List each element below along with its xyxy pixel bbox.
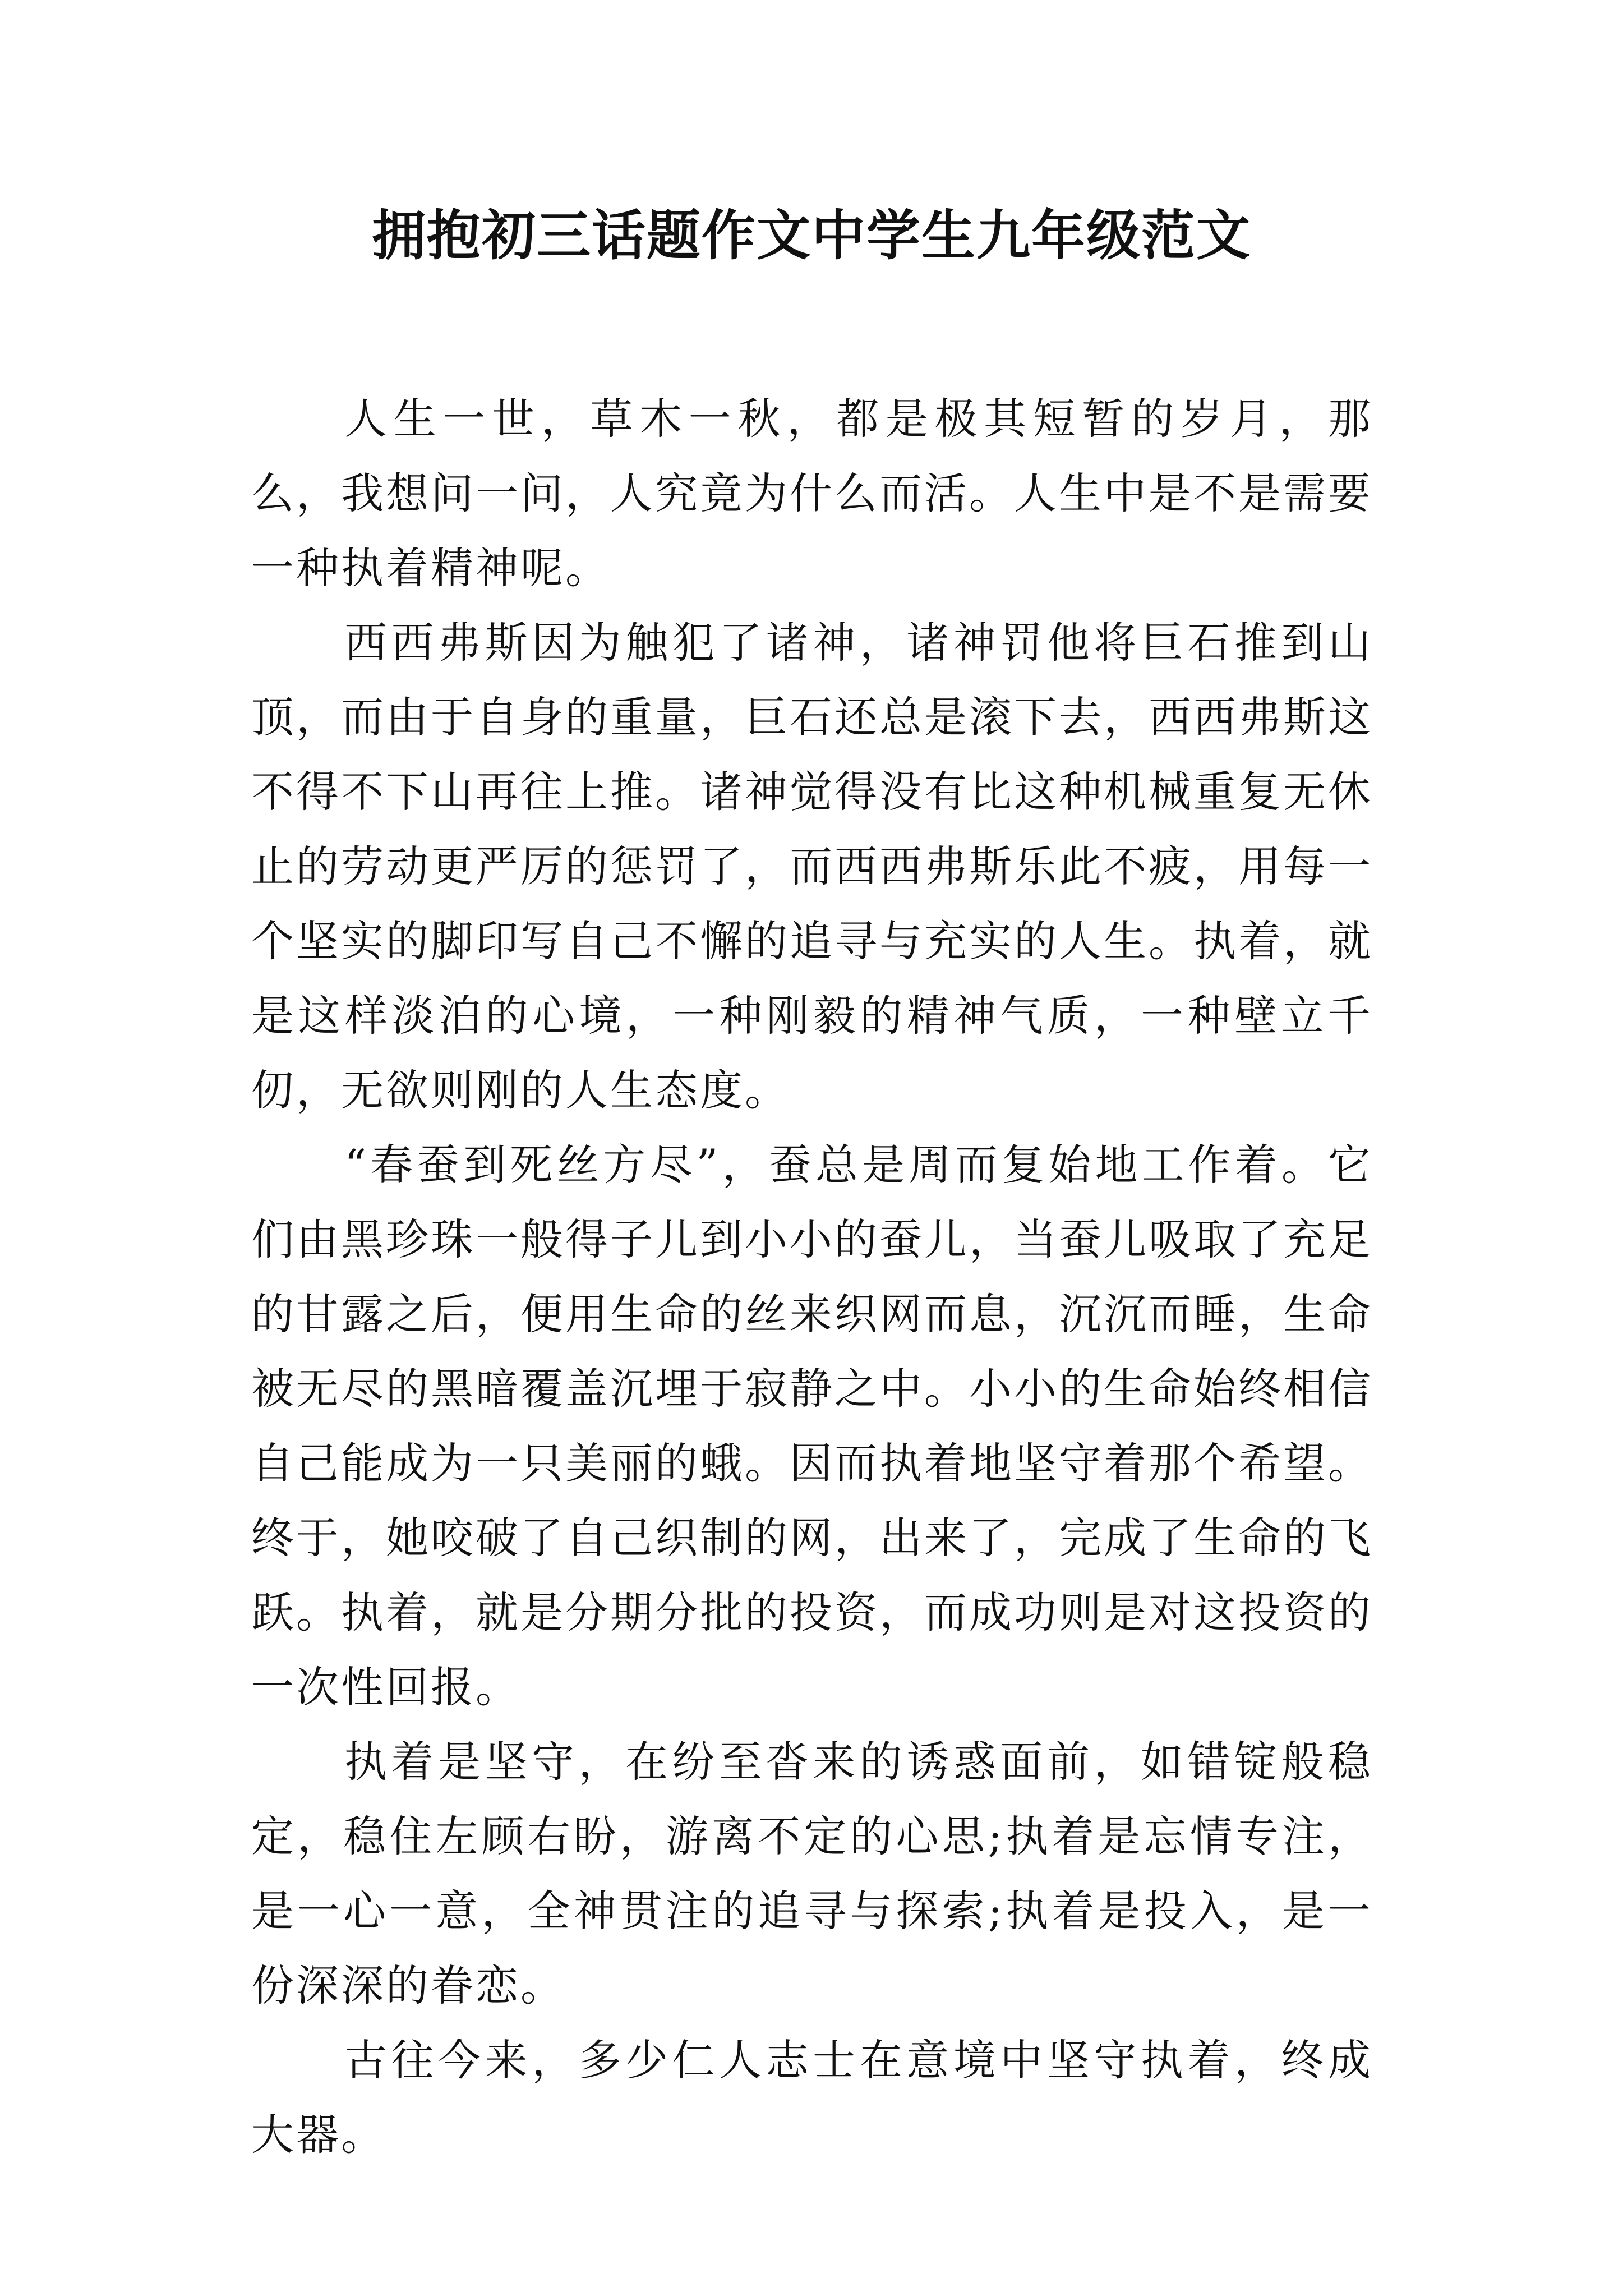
document-body: [251, 381, 1373, 2172]
paragraph-4: 执着是坚守，在纷至沓来的诱惑面前，如错锭般稳定，稳住左顾右盼，游离不定的心思;执着是忘情专注，是一心一意，全神贯注的追寻与探索;执着是投入，是一份深深的眷恋。: [251, 1737, 1373, 2010]
paragraph-2: 西西弗斯因为触犯了诸神，诸神罚他将巨石推到山顶，而由于自身的重量，巨石还总是滚下去，西西弗斯这不得不下山再往上推。诸神觉得没有比这种机械重复无休止的劳动更严厉的惩罚了，而西西弗斯乐此不疲，用每一个坚实的脚印写自己不懈的追寻与充实的人生。执着，就是这样淡泊的心境，一种刚毅的精神气质，一种壁立千仞，无欲则刚的人生态度。: [251, 618, 1373, 1115]
document-title: 拥抱初三话题作文中学生九年级范文: [372, 204, 1251, 267]
paragraph-5: 古往今来，多少仁人志士在意境中坚守执着，终成大器。: [251, 2035, 1373, 2160]
paragraph-1: 人生一世，草木一秋，都是极其短暂的岁月，那么，我想问一问，人究竟为什么而活。人生中是不是需要一种执着精神呢。: [251, 394, 1373, 593]
paragraph-3: “春蚕到死丝方尽”，蚕总是周而复始地工作着。它们由黑珍珠一般得子儿到小小的蚕儿，当蚕儿吸取了充足的甘露之后，便用生命的丝来织网而息，沉沉而睡，生命被无尽的黑暗覆盖沉埋于寂静之中。小小的生命始终相信自己能成为一只美丽的蛾。因而执着地坚守着那个希望。终于，她咬破了自己织制的网，出来了，完成了生命的飞跃。执着，就是分期分批的投资，而成功则是对这投资的一次性回报。: [251, 1140, 1373, 1712]
